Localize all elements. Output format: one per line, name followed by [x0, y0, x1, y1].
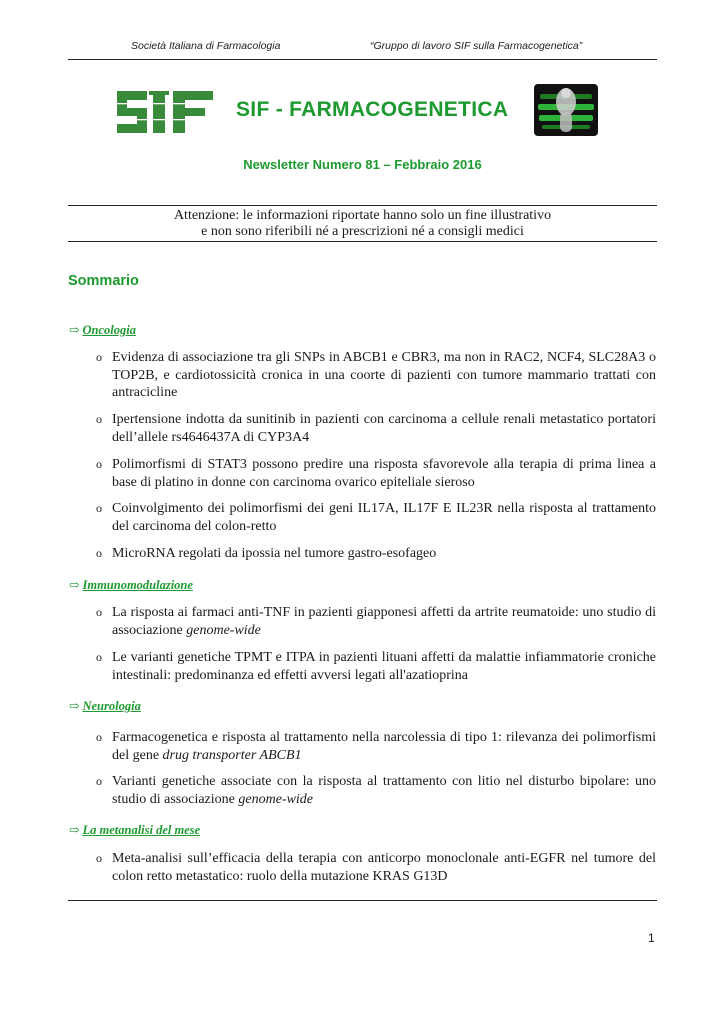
item-text: MicroRNA regolati da ipossia nel tumore gastro-esofageo — [112, 546, 437, 561]
item-text: Evidenza di associazione tra gli SNPs in ABCB1 e CBR3, ma non in RAC2, NCF4, SLC28A3 o TOP2B, e cardiotossicità cronica in una coorte di pazienti con tumore mammario trattati con antracicline — [112, 350, 656, 400]
footer-rule — [68, 900, 657, 901]
section-title: La metanalisi del mese — [82, 823, 201, 837]
page-number: 1 — [648, 931, 655, 945]
arrow-right-icon: ⇨ — [69, 578, 80, 592]
newsletter-issue: Newsletter Numero 81 – Febbraio 2016 — [243, 157, 482, 172]
list-item[interactable] — [96, 773, 656, 808]
dna-icon — [534, 84, 598, 136]
list-item[interactable] — [96, 850, 656, 885]
item-text: Polimorfismi di STAT3 possono predire una risposta sfavorevole alla terapia di prima linea a base di platino in donne con carcinoma ovarico epiteliale sieroso — [112, 457, 656, 490]
bullet-icon: o — [96, 650, 102, 664]
list-item[interactable] — [96, 456, 656, 491]
disclaimer-line-2: e non sono riferibili né a prescrizioni né a consigli medici — [201, 224, 524, 239]
disclaimer-line-1: Attenzione: le informazioni riportate hanno solo un fine illustrativo — [173, 208, 552, 223]
list-item[interactable] — [96, 349, 656, 402]
notice-rule-bottom — [68, 241, 657, 242]
arrow-right-icon: ⇨ — [69, 323, 80, 337]
sif-logo — [117, 88, 215, 139]
bullet-icon: o — [96, 501, 102, 515]
item-text: Ipertensione indotta da sunitinib in pazienti con carcinoma a cellule renali metastatico portatori dell’allele rs4646437A di CYP3A4 — [112, 412, 656, 445]
item-text: Coinvolgimento dei polimorfismi dei geni IL17A, IL17F E IL23R nella risposta al trattamento del carcinoma del colon-retto — [112, 501, 656, 534]
bullet-icon: o — [96, 546, 102, 560]
list-item[interactable] — [96, 604, 656, 639]
item-text: Varianti genetiche associate con la risposta al trattamento con litio nel disturbo bipolare: uno studio di associazione genome-wide — [112, 774, 656, 807]
notice-rule-top — [68, 205, 657, 206]
item-text: Le varianti genetiche TPMT e ITPA in pazienti lituani affetti da malattie infiammatorie croniche intestinali: predominanza ed effetti avversi legati all'azatioprina — [112, 650, 656, 683]
list-item[interactable] — [96, 729, 656, 764]
running-header-right: “Gruppo di lavoro SIF sulla Farmacogenetica” — [370, 40, 583, 52]
bullet-icon: o — [96, 774, 102, 788]
section-title: Oncologia — [82, 323, 136, 337]
bullet-icon: o — [96, 412, 102, 426]
section-title: Neurologia — [82, 699, 141, 713]
section-oncologia[interactable] — [69, 322, 136, 338]
arrow-right-icon: ⇨ — [69, 699, 80, 713]
bullet-icon: o — [96, 605, 102, 619]
header-rule — [68, 59, 657, 60]
item-text: Farmacogenetica e risposta al trattamento nella narcolessia di tipo 1: rilevanza dei polimorfismi del gene drug transporter ABCB1 — [112, 730, 656, 763]
bullet-icon: o — [96, 350, 102, 364]
list-item[interactable] — [96, 500, 656, 535]
bullet-icon: o — [96, 730, 102, 744]
section-immunomodulazione[interactable] — [69, 577, 193, 593]
list-item[interactable] — [96, 545, 656, 563]
section-neurologia[interactable] — [69, 698, 141, 714]
section-heading-sommario: Sommario — [68, 273, 139, 289]
section-metanalisi[interactable] — [69, 822, 200, 838]
running-header-left: Società Italiana di Farmacologia — [131, 40, 281, 52]
page-title: SIF - FARMACOGENETICA — [236, 98, 509, 121]
item-text: La risposta ai farmaci anti-TNF in pazienti giapponesi affetti da artrite reumatoide: uno studio di associazione genome-wide — [112, 605, 656, 638]
list-item[interactable] — [96, 411, 656, 446]
list-item[interactable] — [96, 649, 656, 684]
item-text: Meta-analisi sull’efficacia della terapia con anticorpo monoclonale anti-EGFR nel tumore del colon retto metastatico: ruolo della mutazione KRAS G13D — [112, 851, 656, 884]
bullet-icon: o — [96, 851, 102, 865]
bullet-icon: o — [96, 457, 102, 471]
disclaimer-notice — [68, 208, 657, 240]
section-title: Immunomodulazione — [82, 578, 193, 592]
arrow-right-icon: ⇨ — [69, 823, 80, 837]
